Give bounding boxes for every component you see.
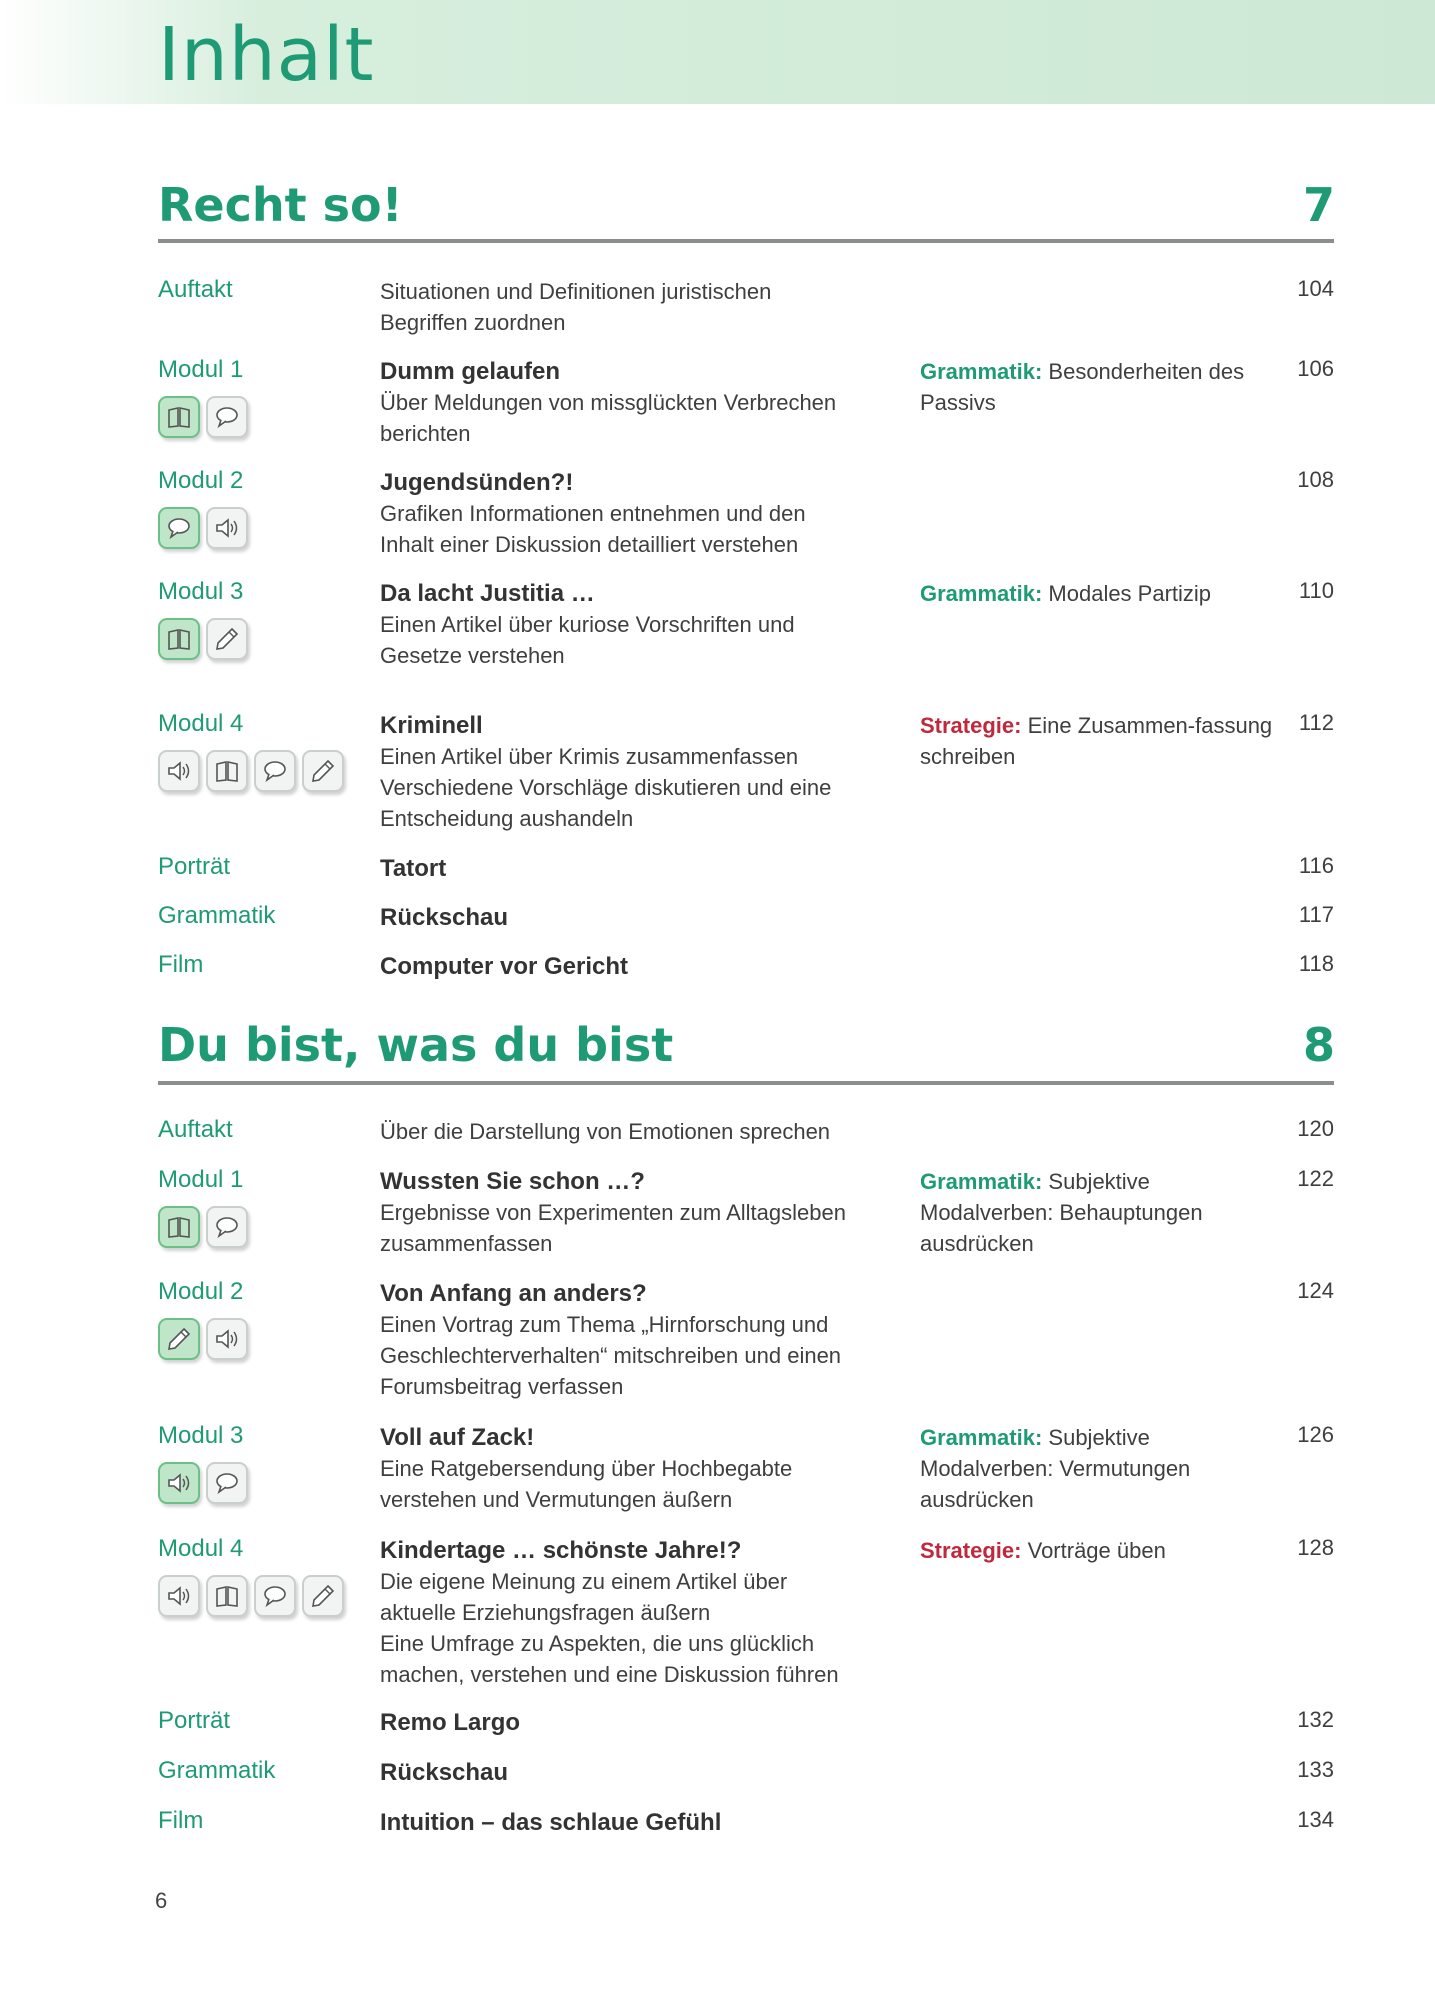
row-page-number[interactable]: 112: [1298, 710, 1334, 735]
row-label: Film: [158, 951, 204, 978]
row-label: Modul 3: [158, 578, 244, 605]
skill-icons: [158, 396, 248, 438]
row-page-number[interactable]: 128: [1297, 1535, 1334, 1560]
row-description-line: Gesetze verstehen: [380, 643, 565, 668]
row-label: Auftakt: [158, 1116, 233, 1143]
row-label: Grammatik: [158, 1757, 276, 1784]
section-rule: [158, 239, 1334, 243]
row-page-number[interactable]: 110: [1298, 578, 1334, 603]
speaker-icon: [158, 750, 200, 792]
row-content: [380, 467, 900, 560]
pencil-icon: [158, 1318, 200, 1360]
note-text: Modales Partizip: [1048, 581, 1212, 606]
row-page-number[interactable]: 126: [1297, 1422, 1334, 1447]
row-label: Modul 4: [158, 1535, 244, 1562]
row-page-number[interactable]: 118: [1298, 951, 1334, 976]
page-title: Inhalt: [158, 12, 375, 98]
row-description-line: machen, verstehen und eine Diskussion führen: [380, 1662, 839, 1687]
row-content: [380, 1807, 900, 1838]
grammar-key: Grammatik:: [920, 1169, 1043, 1194]
row-content: [380, 578, 900, 671]
section-title: Recht so!: [158, 178, 403, 232]
row-heading: Rückschau: [380, 1759, 509, 1786]
row-description-line: Verschiedene Vorschläge diskutieren und eine: [380, 775, 832, 800]
note-text: Besonderheiten des Passivs: [920, 359, 1245, 415]
row-description-line: Entscheidung aushandeln: [380, 806, 634, 831]
row-description-line: berichten: [380, 421, 471, 446]
skill-icons: [158, 618, 248, 660]
speech-icon: [206, 1206, 248, 1248]
section-title: Du bist, was du bist: [158, 1018, 674, 1072]
row-label: Auftakt: [158, 276, 233, 303]
section-number: 7: [1302, 178, 1335, 232]
row-description-line: Situationen und Definitionen juristischen: [380, 279, 772, 304]
speaker-icon: [158, 1575, 200, 1617]
row-heading: Intuition – das schlaue Gefühl: [380, 1809, 722, 1836]
row-label: Modul 2: [158, 1278, 244, 1305]
row-description-line: aktuelle Erziehungsfragen äußern: [380, 1600, 711, 1625]
row-heading: Von Anfang an anders?: [380, 1280, 647, 1307]
strategy-note: [920, 710, 1280, 772]
row-label: Grammatik: [158, 902, 276, 929]
grammar-note: [920, 1166, 1280, 1259]
row-page-number[interactable]: 133: [1297, 1757, 1334, 1782]
row-page-number[interactable]: 120: [1297, 1116, 1334, 1141]
note-text: Eine Zusammen-fassung schreiben: [920, 713, 1273, 769]
row-heading: Remo Largo: [380, 1709, 521, 1736]
row-label: Porträt: [158, 1707, 231, 1734]
grammar-key: Grammatik:: [920, 1425, 1043, 1450]
row-page-number[interactable]: 116: [1298, 853, 1334, 878]
row-description-line: Einen Artikel über Krimis zusammenfassen: [380, 744, 799, 769]
pencil-icon: [206, 618, 248, 660]
row-content: [380, 951, 900, 982]
row-label: Modul 1: [158, 1166, 244, 1193]
row-heading: Kindertage … schönste Jahre!?: [380, 1537, 742, 1564]
skill-icons: [158, 1575, 344, 1617]
book-icon: [158, 1206, 200, 1248]
skill-icons: [158, 1206, 248, 1248]
speech-icon: [206, 1462, 248, 1504]
row-description-line: Begriffen zuordnen: [380, 310, 566, 335]
row-heading: Voll auf Zack!: [380, 1424, 535, 1451]
row-label: Modul 3: [158, 1422, 244, 1449]
row-heading: Computer vor Gericht: [380, 953, 629, 980]
pencil-icon: [302, 1575, 344, 1617]
strategy-key: Strategie:: [920, 1538, 1022, 1563]
row-label: Porträt: [158, 853, 231, 880]
row-description-line: Einen Vortrag zum Thema „Hirnforschung und: [380, 1312, 829, 1337]
book-icon: [158, 396, 200, 438]
strategy-key: Strategie:: [920, 713, 1022, 738]
row-content: [380, 276, 900, 338]
speaker-icon: [206, 1318, 248, 1360]
grammar-note: [920, 356, 1280, 418]
row-content: [380, 1757, 900, 1788]
row-content: [380, 1278, 900, 1402]
row-page-number[interactable]: 108: [1297, 467, 1334, 492]
grammar-key: Grammatik:: [920, 581, 1043, 606]
row-heading: Kriminell: [380, 712, 483, 739]
note-text: Subjektive Modalverben: Behauptungen ausdrücken: [920, 1169, 1203, 1256]
section-rule: [158, 1081, 1334, 1085]
skill-icons: [158, 507, 248, 549]
row-page-number[interactable]: 117: [1298, 902, 1334, 927]
row-content: [380, 1422, 900, 1515]
row-page-number[interactable]: 122: [1297, 1166, 1334, 1191]
book-icon: [158, 618, 200, 660]
row-content: [380, 1166, 900, 1259]
row-label: Film: [158, 1807, 204, 1834]
skill-icons: [158, 1318, 248, 1360]
row-description-line: Geschlechterverhalten“ mitschreiben und einen: [380, 1343, 842, 1368]
row-heading: Dumm gelaufen: [380, 358, 561, 385]
row-heading: Rückschau: [380, 904, 509, 931]
speaker-icon: [158, 1462, 200, 1504]
row-heading: Tatort: [380, 855, 447, 882]
speech-icon: [254, 1575, 296, 1617]
row-description-line: Die eigene Meinung zu einem Artikel über: [380, 1569, 788, 1594]
speech-icon: [254, 750, 296, 792]
strategy-note: [920, 1535, 1280, 1566]
row-content: [380, 853, 900, 884]
page-number: 6: [155, 1888, 168, 1913]
row-page-number[interactable]: 134: [1297, 1807, 1334, 1832]
row-description-line: Eine Ratgebersendung über Hochbegabte: [380, 1456, 793, 1481]
pencil-icon: [302, 750, 344, 792]
skill-icons: [158, 1462, 248, 1504]
row-content: [380, 1535, 900, 1690]
row-description-line: Über Meldungen von missglückten Verbrechen: [380, 390, 837, 415]
speech-icon: [158, 507, 200, 549]
grammar-note: [920, 1422, 1280, 1515]
note-text: Vorträge üben: [1027, 1538, 1166, 1563]
row-description-line: Einen Artikel über kuriose Vorschriften und: [380, 612, 795, 637]
row-description-line: Ergebnisse von Experimenten zum Alltagsleben: [380, 1200, 846, 1225]
grammar-note: [920, 578, 1280, 609]
grammar-key: Grammatik:: [920, 359, 1043, 384]
row-heading: Da lacht Justitia …: [380, 580, 595, 607]
note-text: Subjektive Modalverben: Vermutungen ausdrücken: [920, 1425, 1191, 1512]
row-description-line: Forumsbeitrag verfassen: [380, 1374, 624, 1399]
row-page-number[interactable]: 104: [1297, 276, 1334, 301]
book-icon: [206, 750, 248, 792]
row-heading: Jugendsünden?!: [380, 469, 574, 496]
row-description-line: Eine Umfrage zu Aspekten, die uns glücklich: [380, 1631, 815, 1656]
row-description-line: verstehen und Vermutungen äußern: [380, 1487, 733, 1512]
row-description-line: Grafiken Informationen entnehmen und den: [380, 501, 806, 526]
speaker-icon: [206, 507, 248, 549]
book-icon: [206, 1575, 248, 1617]
row-label: Modul 2: [158, 467, 244, 494]
row-content: [380, 710, 900, 834]
row-page-number[interactable]: 106: [1297, 356, 1334, 381]
row-content: [380, 1707, 900, 1738]
row-content: [380, 902, 900, 933]
row-description-line: Über die Darstellung von Emotionen sprechen: [380, 1119, 831, 1144]
row-description-line: zusammenfassen: [380, 1231, 553, 1256]
row-content: [380, 1116, 900, 1147]
skill-icons: [158, 750, 344, 792]
row-label: Modul 4: [158, 710, 244, 737]
section-number: 8: [1302, 1018, 1335, 1072]
row-heading: Wussten Sie schon …?: [380, 1168, 645, 1195]
row-content: [380, 356, 900, 449]
row-page-number[interactable]: 124: [1297, 1278, 1334, 1303]
row-label: Modul 1: [158, 356, 244, 383]
row-page-number[interactable]: 132: [1297, 1707, 1334, 1732]
speech-icon: [206, 396, 248, 438]
row-description-line: Inhalt einer Diskussion detailliert verstehen: [380, 532, 799, 557]
